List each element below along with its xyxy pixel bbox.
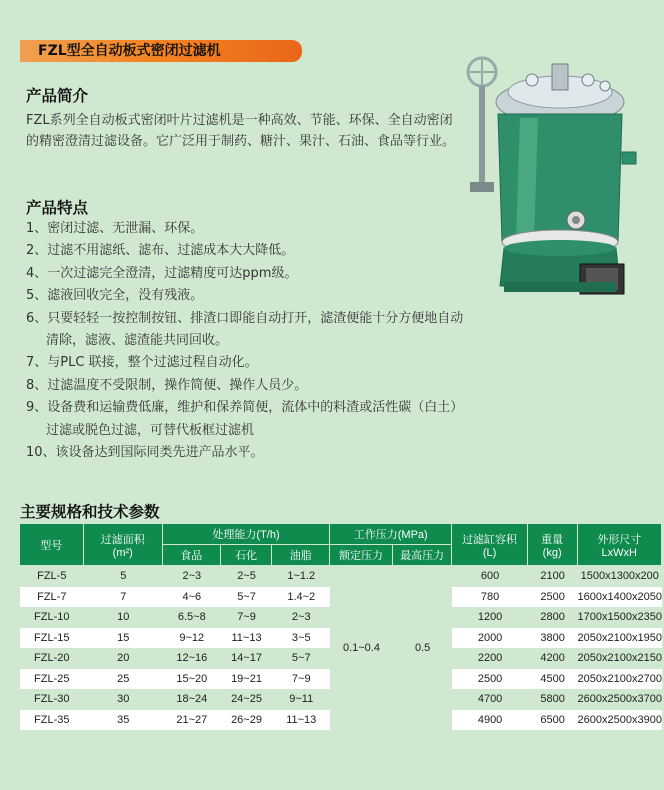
cell-petro: 7~9 [237,611,256,624]
col-max: 最高压力 [393,545,453,566]
cell-petro: 24~25 [231,693,262,706]
cell-petro: 14~17 [231,652,262,665]
cell-food: 2~3 [182,570,202,583]
handwheel-icon [468,58,496,192]
cell-volume: 4900 [452,710,527,731]
feature-text: 7、与PLC 联接，整个过滤过程自动化。 [26,355,258,371]
cell-area: 15 [84,628,163,649]
feature-text: 6、只要轻轻一按控制按钮、排渣口即能自动打开，滤渣便能十分方便地自动 [26,310,464,326]
cell-area: 10 [117,611,130,624]
cell-grease: 11~13 [272,710,330,731]
feature-item [26,397,486,442]
spec-heading: 主要规格和技术参数 [20,503,160,521]
col-area: 过滤面积 (m²) [84,524,163,566]
cell-volume: 2000 [452,628,527,649]
cell-grease: 9~11 [289,693,314,706]
features-heading: 产品特点 [26,199,89,217]
cell-weight: 4500 [528,669,578,690]
cell-model: FZL-20 [34,652,70,665]
cell-model: FZL-25 [20,669,84,690]
feature-text: 9、设备费和运输费低廉，维护和保养简便，流体中的料渣或活性碳（白土） [26,400,464,416]
cell-grease: 1~1.2 [287,570,316,583]
cell-food: 9~12 [163,628,221,649]
filter-machine-illustration [460,42,656,304]
col-rated: 额定压力 [330,545,393,566]
feature-item [26,263,486,285]
feature-item [26,218,486,240]
cell-model: FZL-35 [20,710,84,731]
cell-weight: 4200 [540,652,565,665]
spec-table [20,524,662,730]
feature-item [26,375,486,397]
cell-dims: 1700x1500x2350 [577,611,662,624]
col-pressure: 工作压力(MPa) [330,524,452,545]
col-model: 型号 [20,524,84,566]
cell-dims: 2050x2100x2700 [578,669,662,690]
cell-weight: 2500 [528,587,578,608]
cell-grease: 5~7 [291,652,311,665]
feature-item [26,240,486,262]
cell-dims: 1600x1400x2050 [578,587,662,608]
cell-volume: 600 [480,570,500,583]
cell-area: 25 [84,669,163,690]
cell-food: 18~24 [176,693,208,706]
feature-item [26,352,486,374]
cell-petro: 26~29 [221,710,273,731]
cell-area: 35 [84,710,163,731]
cell-model: FZL-10 [34,611,70,624]
cell-rated-pressure: 0.1~0.4 [342,642,380,654]
cell-grease: 2~3 [291,611,311,624]
col-dims: 外形尺寸 LxWxH [578,524,662,566]
feature-item [26,308,486,353]
cell-food: 6.5~8 [177,611,206,624]
cell-food: 15~20 [163,669,221,690]
cell-area: 20 [117,652,130,665]
cell-petro: 2~5 [237,570,256,583]
col-volume: 过滤缸容积 (L) [452,524,527,566]
document-title-bar [20,40,302,62]
features-list [26,218,486,464]
cell-grease: 1.4~2 [272,587,330,608]
cell-food: 4~6 [163,587,221,608]
cell-model: FZL-15 [20,628,84,649]
cell-volume: 1200 [477,611,503,624]
cell-area: 5 [120,570,127,583]
cell-area: 7 [84,587,163,608]
cell-weight: 2800 [540,611,565,624]
document-title: FZL型全自动板式密闭过滤机 [38,43,221,59]
col-weight: 重量 (kg) [528,524,578,566]
feature-text: 1、密闭过滤、无泄漏、环保。 [26,221,204,236]
cell-area: 30 [117,693,130,706]
cell-weight: 5800 [540,693,565,706]
cell-volume: 2200 [477,652,503,665]
cell-petro: 5~7 [221,587,273,608]
col-grease: 油脂 [272,545,330,566]
cell-food: 12~16 [176,652,208,665]
cell-volume: 780 [452,587,527,608]
feature-text-continued: 过滤或脱色过滤，可替代板框过滤机 [46,422,255,438]
cell-dims: 2050x2100x2150 [577,652,662,665]
cell-weight: 6500 [528,710,578,731]
feature-text: 2、过滤不用滤纸、滤布、过滤成本大大降低。 [26,243,295,259]
cell-max-pressure: 0.5 [414,642,431,654]
feature-text: 10、该设备达到国际同类先进产品水平。 [26,445,264,461]
intro-text: FZL系列全自动板式密闭叶片过滤机是一种高效、节能、环保、全自动密闭的精密澄清过滤设备。它广泛用于制药、糖汁、果汁、石油、食品等行业。 [26,113,456,149]
feature-item [26,442,486,464]
feature-text: 5、滤液回收完全，没有残液。 [26,288,204,304]
cell-food: 21~27 [163,710,221,731]
cell-dims: 2600x2500x3900 [578,710,662,731]
feature-text: 4、一次过滤完全澄清，过滤精度可达ppm级。 [26,265,298,281]
cell-model: FZL-5 [37,570,67,583]
cell-dims: 2050x2100x1950 [578,628,662,649]
feature-text-continued: 清除，滤液、滤渣能共同回收。 [46,333,229,349]
col-food: 食品 [163,545,221,566]
cell-model: FZL-30 [34,693,70,706]
cell-model: FZL-7 [20,587,84,608]
cell-dims: 1500x1300x200 [580,570,659,583]
col-petro: 石化 [221,545,273,566]
cell-volume: 4700 [477,693,503,706]
cell-petro: 19~21 [221,669,273,690]
cell-dims: 2600x2500x3700 [577,693,662,706]
col-capacity: 处理能力(T/h) [163,524,330,545]
feature-item [26,285,486,307]
cell-weight: 3800 [528,628,578,649]
intro-heading: 产品简介 [26,87,89,105]
cell-grease: 3~5 [272,628,330,649]
cell-grease: 7~9 [272,669,330,690]
cell-petro: 11~13 [221,628,273,649]
cell-weight: 2100 [540,570,565,583]
table-row [20,566,662,587]
feature-text: 8、过滤温度不受限制，操作简便、操作人员少。 [26,377,308,393]
cell-volume: 2500 [452,669,527,690]
